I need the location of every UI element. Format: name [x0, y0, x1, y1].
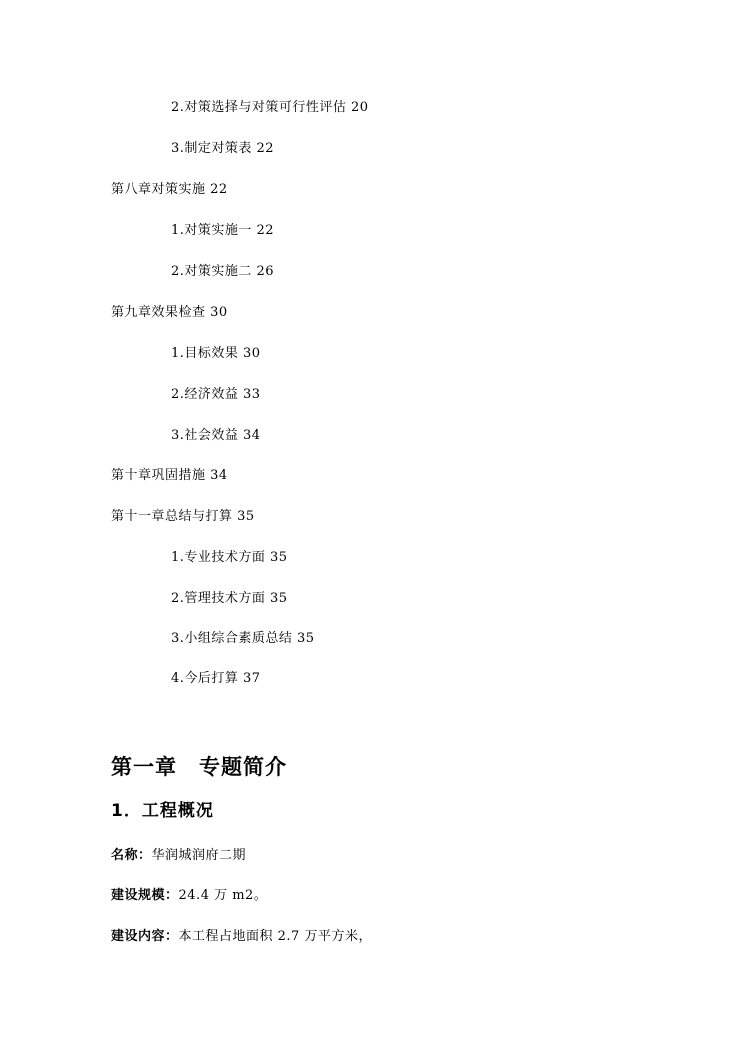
- field-value: 本工程占地面积 2.7 万平方米，: [178, 929, 372, 944]
- toc-chapter[interactable]: 第十一章总结与打算 35: [111, 509, 255, 524]
- toc-chapter[interactable]: 第十章巩固措施 34: [111, 468, 228, 483]
- toc-item[interactable]: 3.制定对策表 22: [171, 141, 275, 156]
- field-name: [111, 847, 246, 865]
- toc-item[interactable]: 2.对策选择与对策可行性评估 20: [171, 100, 369, 115]
- toc-item[interactable]: 4.今后打算 37: [171, 671, 261, 686]
- toc-chapter[interactable]: 第八章对策实施 22: [111, 182, 228, 197]
- toc-item[interactable]: 1.目标效果 30: [171, 346, 261, 361]
- section-heading: 1．工程概况: [111, 801, 214, 821]
- toc-item[interactable]: 3.小组综合素质总结 35: [171, 631, 315, 646]
- field-scale: [111, 887, 267, 905]
- chapter-number: 第一章: [111, 755, 177, 779]
- toc-item[interactable]: 2.经济效益 33: [171, 387, 261, 402]
- field-label: 建设规模：: [111, 888, 179, 903]
- toc-chapter[interactable]: 第九章效果检查 30: [111, 305, 228, 320]
- toc-item[interactable]: 1.专业技术方面 35: [171, 550, 288, 565]
- toc-item[interactable]: 2.对策实施二 26: [171, 264, 275, 279]
- toc-item[interactable]: 2.管理技术方面 35: [171, 591, 288, 606]
- chapter-heading: [111, 754, 287, 780]
- field-content: [111, 928, 372, 946]
- field-label: 名称：: [111, 848, 152, 863]
- toc-item[interactable]: 3.社会效益 34: [171, 428, 261, 443]
- field-label: 建设内容：: [111, 929, 179, 944]
- chapter-title: 专题简介: [199, 755, 287, 779]
- field-value: 华润城润府二期: [151, 848, 247, 863]
- field-value: 24.4 万 m2。: [178, 888, 268, 903]
- toc-item[interactable]: 1.对策实施一 22: [171, 223, 275, 238]
